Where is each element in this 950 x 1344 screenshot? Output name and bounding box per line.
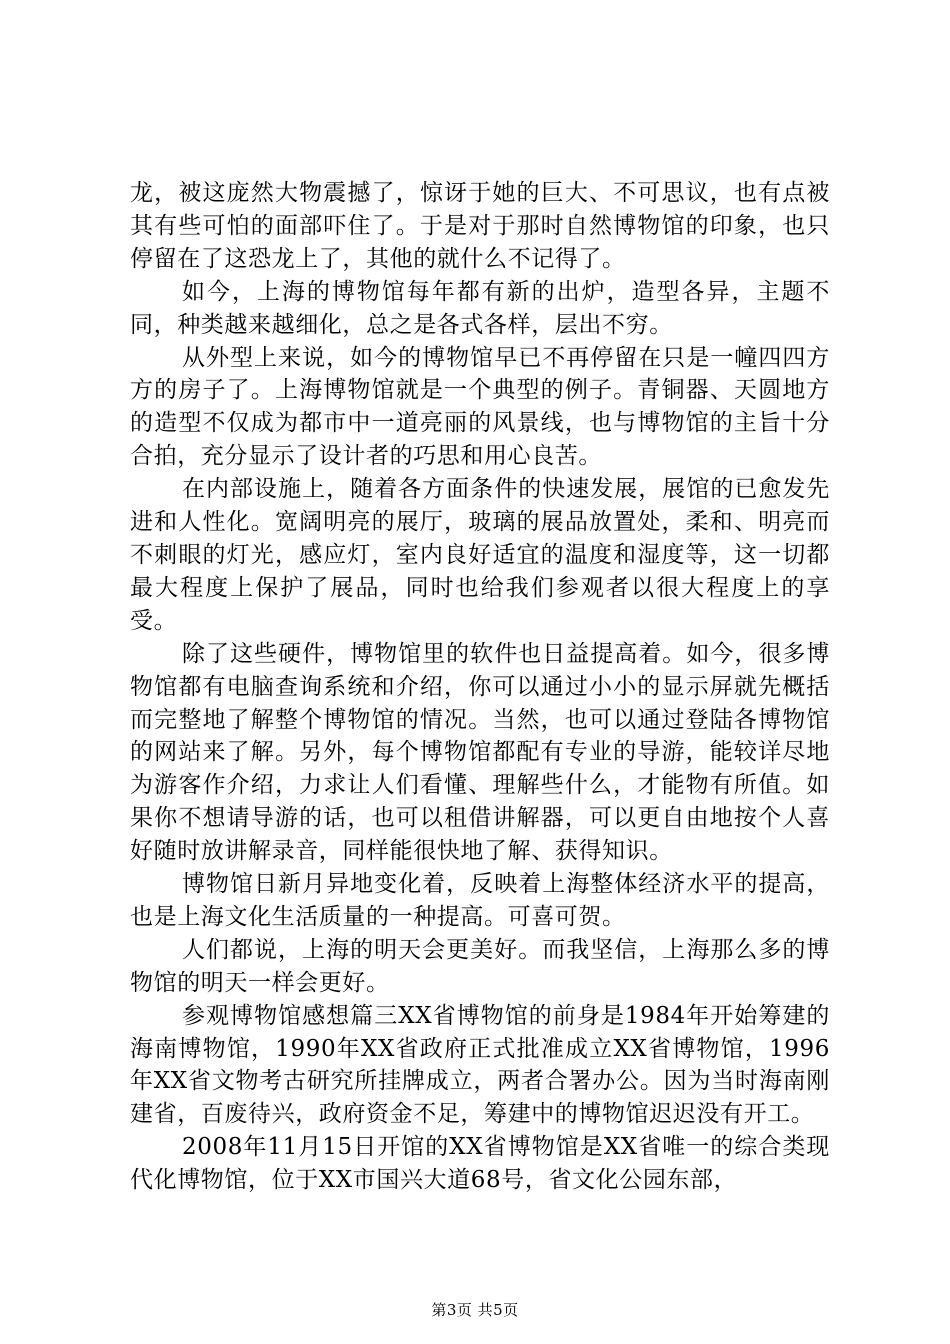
paragraph-3: 从外型上来说，如今的博物馆早已不再停留在只是一幢四四方方的房子了。上海博物馆就是一个典型的例子。青铜器、天圆地方的造型不仅成为都市中一道亮丽的风景线，也与博物馆的主旨十分合拍，充分显示了设计者的巧思和用心良苦。 [130, 344, 830, 470]
paragraph-8: 参观博物馆感想篇三XX省博物馆的前身是1984年开始筹建的海南博物馆，1990年XX省政府正式批准成立XX省博物馆，1996年XX省文物考古研究所挂牌成立，两者合署办公。因为当时海南刚建省，百废待兴，政府资金不足，筹建中的博物馆迟迟没有开工。 [130, 1002, 830, 1128]
document-body [130, 177, 830, 1197]
paragraph-7: 人们都说，上海的明天会更美好。而我坚信，上海那么多的博物馆的明天一样会更好。 [130, 936, 830, 996]
page-number-footer: 第3页 共5页 [431, 1301, 519, 1319]
paragraph-9: 2008年11月15日开馆的XX省博物馆是XX省唯一的综合类现代化博物馆，位于XX市国兴大道68号，省文化公园东部， [130, 1134, 830, 1194]
paragraph-6: 博物馆日新月异地变化着，反映着上海整体经济水平的提高，也是上海文化生活质量的一种提高。可喜可贺。 [130, 871, 830, 930]
paragraph-5: 除了这些硬件，博物馆里的软件也日益提高着。如今，很多博物馆都有电脑查询系统和介绍，你可以通过小小的显示屏就先概括而完整地了解整个博物馆的情况。当然，也可以通过登陆各博物馆的网站来了解。另外，每个博物馆都配有专业的导游，能较详尽地为游客作介绍，力求让人们看懂、理解些什么，才能物有所值。如果你不想请导游的话，也可以租借讲解器，可以更自由地按个人喜好随时放讲解录音，同样能很快地了解、获得知识。 [130, 640, 830, 865]
paragraph-2: 如今，上海的博物馆每年都有新的出炉，造型各异，主题不同，种类越来越细化，总之是各式各样，层出不穷。 [130, 278, 830, 338]
paragraph-1: 龙，被这庞然大物震撼了，惊讶于她的巨大、不可思议，也有点被其有些可怕的面部吓住了。于是对于那时自然博物馆的印象，也只停留在了这恐龙上了，其他的就什么不记得了。 [130, 180, 830, 272]
paragraph-4: 在内部设施上，随着各方面条件的快速发展，展馆的已愈发先进和人性化。宽阔明亮的展厅，玻璃的展品放置处，柔和、明亮而不刺眼的灯光，感应灯，室内良好适宜的温度和湿度等，这一切都最大程度上保护了展品，同时也给我们参观者以很大程度上的享受。 [130, 476, 830, 634]
